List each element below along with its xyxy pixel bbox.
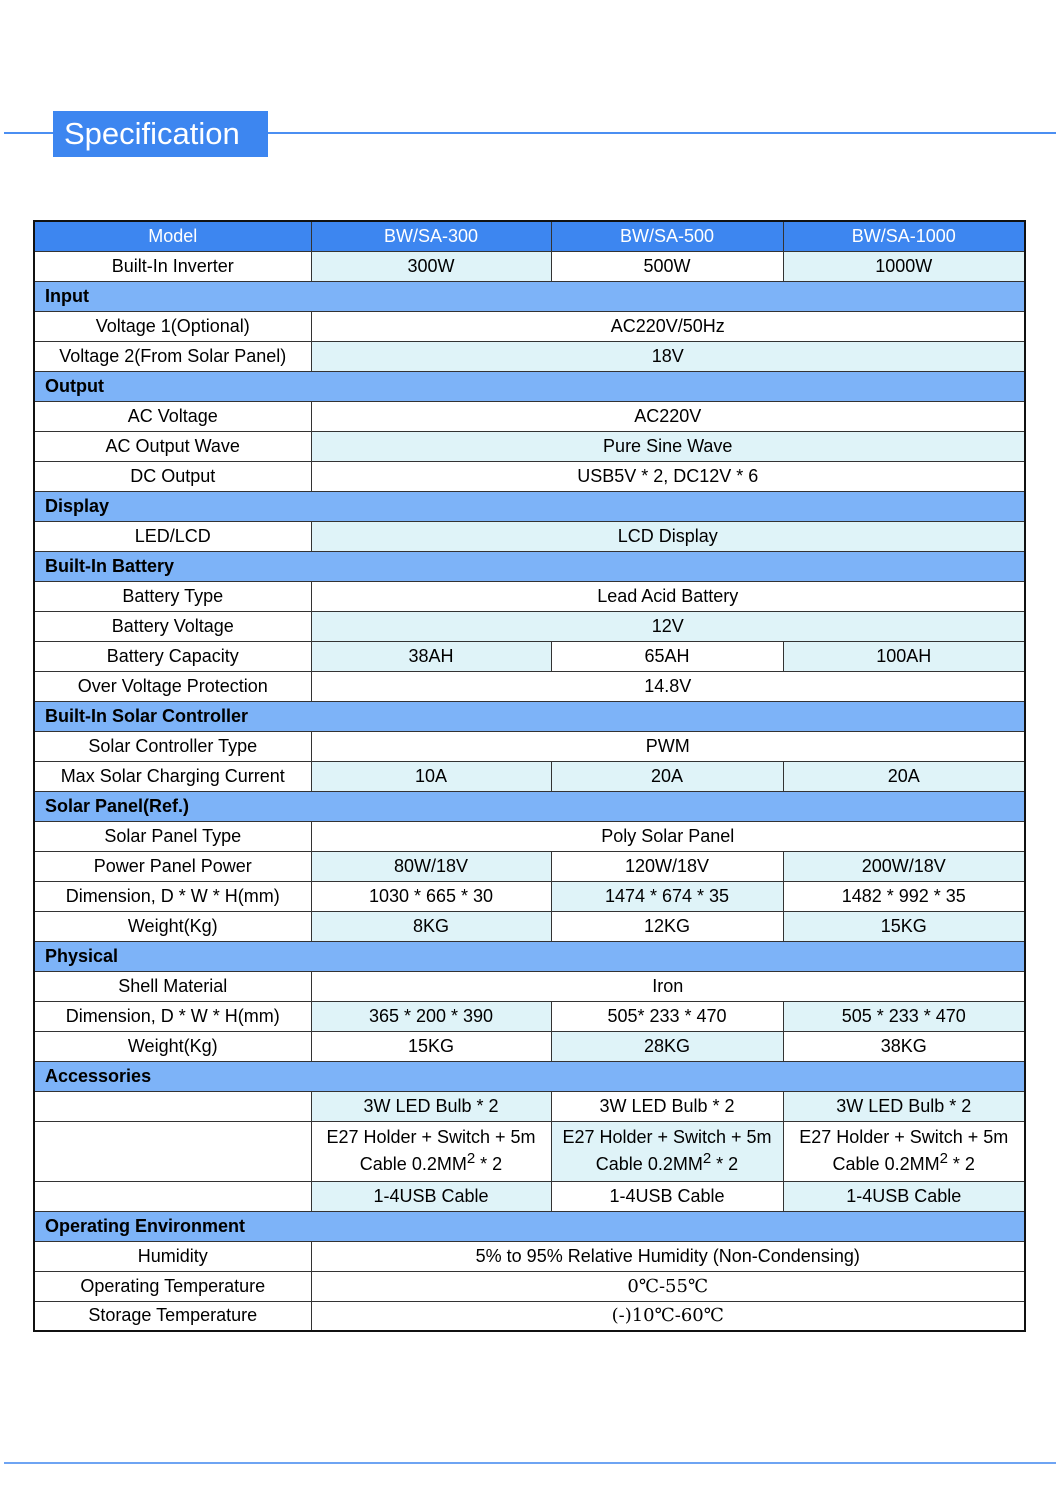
table-row [34,671,1025,701]
cell-text: * 2 [947,1154,975,1174]
cell-value: 1-4USB Cable [551,1181,783,1211]
section-title: Built-In Solar Controller [34,701,1025,731]
row-label: AC Output Wave [34,431,311,461]
table-row [34,1271,1025,1301]
table-row [34,341,1025,371]
cell-value: 12V [311,611,1025,641]
row-label: LED/LCD [34,521,311,551]
row-label: Max Solar Charging Current [34,761,311,791]
row-label: Voltage 2(From Solar Panel) [34,341,311,371]
table-row [34,851,1025,881]
table-row [34,641,1025,671]
row-label: Dimension, D * W * H(mm) [34,881,311,911]
cell-text: E27 Holder + Switch + 5m Cable 0.2MM [799,1127,1009,1174]
model-name: BW/SA-300 [311,221,551,251]
section-row [34,791,1025,821]
cell-value: 120W/18V [551,851,783,881]
table-row [34,251,1025,281]
cell-value: 12KG [551,911,783,941]
section-title: Output [34,371,1025,401]
cell-value: 20A [551,761,783,791]
cell-value: 38KG [783,1031,1025,1061]
cell-value: 18V [311,341,1025,371]
cell-value: 3W LED Bulb * 2 [551,1091,783,1121]
cell-value [783,1121,1025,1181]
row-label: Weight(Kg) [34,1031,311,1061]
row-label: Weight(Kg) [34,911,311,941]
row-label: Humidity [34,1241,311,1271]
section-title: Physical [34,941,1025,971]
row-label: DC Output [34,461,311,491]
cell-value: Poly Solar Panel [311,821,1025,851]
cell-text: E27 Holder + Switch + 5m Cable 0.2MM [326,1127,536,1174]
cell-value: 15KG [311,1031,551,1061]
cell-value: USB5V * 2, DC12V * 6 [311,461,1025,491]
section-title: Operating Environment [34,1211,1025,1241]
table-row [34,311,1025,341]
cell-value: 14.8V [311,671,1025,701]
cell-value: 1-4USB Cable [311,1181,551,1211]
cell-value: 0℃-55℃ [311,1271,1025,1301]
row-label: Storage Temperature [34,1301,311,1331]
row-label-empty [34,1181,311,1211]
table-row [34,971,1025,1001]
table-row [34,1031,1025,1061]
cell-value: 1-4USB Cable [783,1181,1025,1211]
section-row [34,701,1025,731]
cell-value: 365 * 200 * 390 [311,1001,551,1031]
section-row [34,1061,1025,1091]
table-row [34,761,1025,791]
cell-value: 20A [783,761,1025,791]
cell-value: 8KG [311,911,551,941]
table-row [34,431,1025,461]
cell-value: 10A [311,761,551,791]
cell-value: 100AH [783,641,1025,671]
section-row [34,1211,1025,1241]
cell-value [551,1121,783,1181]
cell-value: (-)10℃-60℃ [311,1301,1025,1331]
row-label: AC Voltage [34,401,311,431]
cell-value: AC220V [311,401,1025,431]
row-label-empty [34,1091,311,1121]
cell-value: 5% to 95% Relative Humidity (Non-Condensing) [311,1241,1025,1271]
cell-value: 1030 * 665 * 30 [311,881,551,911]
table-row [34,1241,1025,1271]
table-row [34,1091,1025,1121]
cell-value: Pure Sine Wave [311,431,1025,461]
cell-value: 80W/18V [311,851,551,881]
row-label: Dimension, D * W * H(mm) [34,1001,311,1031]
table-row [34,821,1025,851]
cell-value: 500W [551,251,783,281]
page-title: Specification [53,111,268,157]
cell-value: 505 * 233 * 470 [783,1001,1025,1031]
section-row [34,281,1025,311]
cell-text: E27 Holder + Switch + 5m Cable 0.2MM [562,1127,772,1174]
row-label: Operating Temperature [34,1271,311,1301]
model-name: BW/SA-1000 [783,221,1025,251]
cell-text: * 2 [475,1154,503,1174]
section-title: Accessories [34,1061,1025,1091]
specification-table [33,220,1026,1332]
cell-value: LCD Display [311,521,1025,551]
table-row [34,1121,1025,1181]
footer-rule [4,1462,1056,1464]
cell-value: 200W/18V [783,851,1025,881]
table-row [34,1301,1025,1331]
superscript: 2 [702,1150,712,1167]
table-row [34,401,1025,431]
cell-value: PWM [311,731,1025,761]
cell-value: 15KG [783,911,1025,941]
section-row [34,941,1025,971]
cell-value: 3W LED Bulb * 2 [311,1091,551,1121]
row-label: Battery Voltage [34,611,311,641]
cell-value: Lead Acid Battery [311,581,1025,611]
table-row [34,461,1025,491]
row-label: Over Voltage Protection [34,671,311,701]
section-title: Display [34,491,1025,521]
superscript: 2 [939,1150,948,1167]
row-label: Voltage 1(Optional) [34,311,311,341]
cell-value: 300W [311,251,551,281]
section-row [34,371,1025,401]
row-label-empty [34,1121,311,1181]
section-title: Input [34,281,1025,311]
cell-value: 28KG [551,1031,783,1061]
table-row [34,611,1025,641]
section-title: Built-In Battery [34,551,1025,581]
cell-text: * 2 [711,1154,739,1174]
cell-value: 65AH [551,641,783,671]
table-row [34,1001,1025,1031]
table-row [34,521,1025,551]
cell-value: 505* 233 * 470 [551,1001,783,1031]
section-row [34,551,1025,581]
table-row [34,581,1025,611]
cell-value: 1474 * 674 * 35 [551,881,783,911]
section-row [34,491,1025,521]
cell-value: Iron [311,971,1025,1001]
cell-value: 38AH [311,641,551,671]
table-row [34,881,1025,911]
cell-value: 3W LED Bulb * 2 [783,1091,1025,1121]
section-title: Solar Panel(Ref.) [34,791,1025,821]
table-row [34,1181,1025,1211]
superscript: 2 [466,1150,476,1167]
row-label: Solar Controller Type [34,731,311,761]
row-label: Solar Panel Type [34,821,311,851]
header-row [34,221,1025,251]
row-label: Shell Material [34,971,311,1001]
cell-value [311,1121,551,1181]
cell-value: AC220V/50Hz [311,311,1025,341]
cell-value: 1000W [783,251,1025,281]
row-label: Battery Type [34,581,311,611]
table-row [34,911,1025,941]
model-name: BW/SA-500 [551,221,783,251]
model-label: Model [34,221,311,251]
cell-value: 1482 * 992 * 35 [783,881,1025,911]
table-row [34,731,1025,761]
row-label: Power Panel Power [34,851,311,881]
row-label: Battery Capacity [34,641,311,671]
row-label: Built-In Inverter [34,251,311,281]
